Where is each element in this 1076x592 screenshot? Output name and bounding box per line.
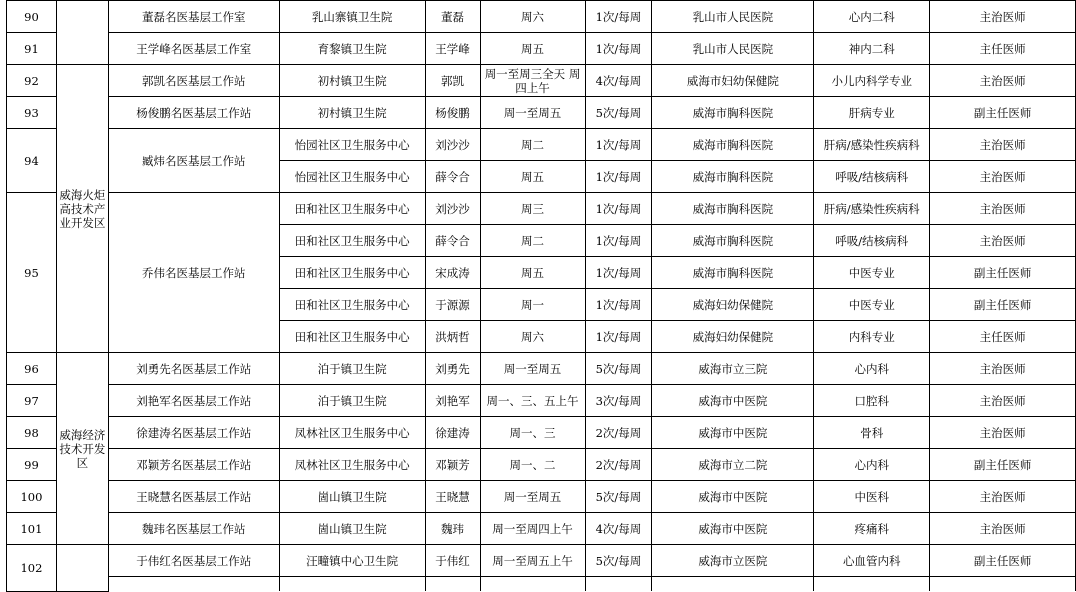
department: 中医科 <box>814 481 930 513</box>
doctor-name: 薛令合 <box>425 225 480 257</box>
visit-frequency: 5次/每周 <box>585 97 652 129</box>
home-hospital: 威海市妇幼保健院 <box>652 65 814 97</box>
visit-days: 周一、二 <box>480 449 585 481</box>
studio-name: 魏玮名医基层工作站 <box>108 513 279 545</box>
doctor-name: 杨俊鹏 <box>425 97 480 129</box>
doctor-name: 董磊 <box>425 1 480 33</box>
studio-name: 乔伟名医基层工作站 <box>108 193 279 353</box>
visit-frequency: 1次/每周 <box>585 1 652 33</box>
professional-title: 主治医师 <box>930 129 1076 161</box>
doctor-name: 王学峰 <box>425 33 480 65</box>
row-number: 100 <box>7 481 57 513</box>
service-unit: 乳山寨镇卫生院 <box>279 1 425 33</box>
studio-name: 董磊名医基层工作室 <box>108 1 279 33</box>
visit-days: 周一至周五上午 <box>480 545 585 577</box>
department: 呼吸/结核病科 <box>814 161 930 193</box>
service-unit: 怡园社区卫生服务中心 <box>279 161 425 193</box>
visit-frequency: 1次/每周 <box>585 321 652 353</box>
studio-name: 徐建涛名医基层工作站 <box>108 417 279 449</box>
service-unit: 崮山镇卫生院 <box>279 513 425 545</box>
visit-days: 周一至周三全天 周四上午 <box>480 65 585 97</box>
district-cell: 威海经济技术开发区 <box>56 353 108 545</box>
visit-frequency: 4次/每周 <box>585 513 652 545</box>
professional-title: 副主任医师 <box>930 289 1076 321</box>
district-cell <box>56 545 108 592</box>
professional-title: 主治医师 <box>930 225 1076 257</box>
studio-name: 刘艳军名医基层工作站 <box>108 385 279 417</box>
home-hospital: 威海市胸科医院 <box>652 161 814 193</box>
doctor-name: 王晓慧 <box>425 481 480 513</box>
visit-frequency: 1次/每周 <box>585 161 652 193</box>
department: 心血管内科 <box>814 545 930 577</box>
visit-days: 周五 <box>480 33 585 65</box>
studio-name: 臧炜名医基层工作站 <box>108 129 279 193</box>
home-hospital: 威海市胸科医院 <box>652 225 814 257</box>
home-hospital: 威海市中医院 <box>652 385 814 417</box>
doctor-name: 刘勇先 <box>425 353 480 385</box>
row-number: 102 <box>7 545 57 592</box>
visit-days: 周一至周五 <box>480 481 585 513</box>
doctor-name: 邓颖芳 <box>425 449 480 481</box>
studio-name: 王晓慧名医基层工作站 <box>108 481 279 513</box>
home-hospital: 威海市立三院 <box>652 353 814 385</box>
visit-frequency: 1次/每周 <box>585 193 652 225</box>
doctor-name: 刘沙沙 <box>425 129 480 161</box>
service-unit: 泊于镇卫生院 <box>279 353 425 385</box>
doctor-name: 于源源 <box>425 289 480 321</box>
service-unit: 凤林社区卫生服务中心 <box>279 417 425 449</box>
department: 心内科 <box>814 449 930 481</box>
service-unit: 泊于镇卫生院 <box>279 385 425 417</box>
home-hospital: 威海市胸科医院 <box>652 129 814 161</box>
service-unit: 田和社区卫生服务中心 <box>279 225 425 257</box>
professional-title: 副主任医师 <box>930 97 1076 129</box>
studio-name: 邓颖芳名医基层工作站 <box>108 449 279 481</box>
visit-days: 周一 <box>480 289 585 321</box>
service-unit: 田和社区卫生服务中心 <box>279 321 425 353</box>
row-number: 90 <box>7 1 57 33</box>
professional-title: 主治医师 <box>930 417 1076 449</box>
department: 疼痛科 <box>814 513 930 545</box>
table-row <box>7 1 1076 33</box>
studio-name: 王学峰名医基层工作室 <box>108 33 279 65</box>
table-row <box>7 97 1076 129</box>
home-hospital: 威海市立医院 <box>652 545 814 577</box>
home-hospital: 威海妇幼保健院 <box>652 321 814 353</box>
row-number: 91 <box>7 33 57 65</box>
department: 口腔科 <box>814 385 930 417</box>
home-hospital: 威海市胸科医院 <box>652 193 814 225</box>
visit-days: 周五 <box>480 161 585 193</box>
row-number: 97 <box>7 385 57 417</box>
visit-frequency: 1次/每周 <box>585 225 652 257</box>
department: 骨科 <box>814 417 930 449</box>
service-unit: 田和社区卫生服务中心 <box>279 257 425 289</box>
department: 肝病专业 <box>814 97 930 129</box>
table-row <box>7 193 1076 225</box>
table-row <box>7 353 1076 385</box>
visit-days: 周一至周五 <box>480 97 585 129</box>
row-number: 96 <box>7 353 57 385</box>
visit-days: 周三 <box>480 193 585 225</box>
home-hospital: 威海市立二院 <box>652 449 814 481</box>
table-row <box>7 385 1076 417</box>
professional-title: 主治医师 <box>930 161 1076 193</box>
visit-days: 周六 <box>480 321 585 353</box>
doctor-name: 刘沙沙 <box>425 193 480 225</box>
doctor-name: 于伟红 <box>425 545 480 577</box>
doctor-name: 刘艳军 <box>425 385 480 417</box>
table-row <box>7 481 1076 513</box>
department: 心内科 <box>814 353 930 385</box>
visit-days: 周六 <box>480 1 585 33</box>
department: 小儿内科学专业 <box>814 65 930 97</box>
visit-frequency: 2次/每周 <box>585 449 652 481</box>
professional-title: 副主任医师 <box>930 545 1076 577</box>
visit-frequency: 1次/每周 <box>585 257 652 289</box>
department: 神内二科 <box>814 33 930 65</box>
row-number: 98 <box>7 417 57 449</box>
visit-frequency: 1次/每周 <box>585 33 652 65</box>
department: 呼吸/结核病科 <box>814 225 930 257</box>
home-hospital: 乳山市人民医院 <box>652 1 814 33</box>
home-hospital: 威海市中医院 <box>652 481 814 513</box>
service-unit: 初村镇卫生院 <box>279 97 425 129</box>
professional-title: 主治医师 <box>930 385 1076 417</box>
studio-name: 郭凯名医基层工作站 <box>108 65 279 97</box>
row-number: 94 <box>7 129 57 193</box>
studio-name: 杨俊鹏名医基层工作站 <box>108 97 279 129</box>
professional-title: 主治医师 <box>930 481 1076 513</box>
visit-frequency: 5次/每周 <box>585 353 652 385</box>
professional-title: 主治医师 <box>930 353 1076 385</box>
service-unit: 育黎镇卫生院 <box>279 33 425 65</box>
row-number: 99 <box>7 449 57 481</box>
home-hospital: 威海妇幼保健院 <box>652 289 814 321</box>
professional-title: 主治医师 <box>930 513 1076 545</box>
service-unit: 汪疃镇中心卫生院 <box>279 545 425 577</box>
table-row <box>7 65 1076 97</box>
schedule-table <box>6 0 1076 592</box>
service-unit: 怡园社区卫生服务中心 <box>279 129 425 161</box>
department: 心内二科 <box>814 1 930 33</box>
doctor-name: 宋成涛 <box>425 257 480 289</box>
district-cell: 威海火炬高技术产业开发区 <box>56 65 108 353</box>
service-unit: 田和社区卫生服务中心 <box>279 289 425 321</box>
service-unit: 崮山镇卫生院 <box>279 481 425 513</box>
visit-frequency: 4次/每周 <box>585 65 652 97</box>
home-hospital: 威海市中医院 <box>652 417 814 449</box>
row-number: 93 <box>7 97 57 129</box>
doctor-name: 魏玮 <box>425 513 480 545</box>
visit-frequency: 5次/每周 <box>585 481 652 513</box>
professional-title: 主任医师 <box>930 33 1076 65</box>
visit-days: 周一至周四上午 <box>480 513 585 545</box>
table-row <box>7 129 1076 161</box>
table-row <box>7 417 1076 449</box>
row-number: 92 <box>7 65 57 97</box>
visit-days: 周一至周五 <box>480 353 585 385</box>
studio-name: 于伟红名医基层工作站 <box>108 545 279 577</box>
visit-days: 周一、三、五上午 <box>480 385 585 417</box>
table-row <box>7 33 1076 65</box>
home-hospital: 威海市胸科医院 <box>652 257 814 289</box>
professional-title: 主治医师 <box>930 65 1076 97</box>
doctor-name: 郭凯 <box>425 65 480 97</box>
visit-days: 周二 <box>480 225 585 257</box>
professional-title: 主治医师 <box>930 193 1076 225</box>
table-row <box>7 513 1076 545</box>
visit-frequency: 1次/每周 <box>585 129 652 161</box>
visit-days: 周二 <box>480 129 585 161</box>
department: 肝病/感染性疾病科 <box>814 129 930 161</box>
doctor-name: 洪炳哲 <box>425 321 480 353</box>
home-hospital: 威海市中医院 <box>652 513 814 545</box>
row-number: 95 <box>7 193 57 353</box>
department: 内科专业 <box>814 321 930 353</box>
service-unit: 田和社区卫生服务中心 <box>279 193 425 225</box>
service-unit: 凤林社区卫生服务中心 <box>279 449 425 481</box>
table-row <box>7 449 1076 481</box>
visit-frequency: 2次/每周 <box>585 417 652 449</box>
service-unit: 初村镇卫生院 <box>279 65 425 97</box>
professional-title: 主治医师 <box>930 1 1076 33</box>
professional-title: 副主任医师 <box>930 257 1076 289</box>
row-number: 101 <box>7 513 57 545</box>
professional-title: 副主任医师 <box>930 449 1076 481</box>
table-row <box>7 545 1076 577</box>
department: 中医专业 <box>814 257 930 289</box>
professional-title: 主任医师 <box>930 321 1076 353</box>
department: 中医专业 <box>814 289 930 321</box>
home-hospital: 乳山市人民医院 <box>652 33 814 65</box>
doctor-name: 徐建涛 <box>425 417 480 449</box>
studio-name: 刘勇先名医基层工作站 <box>108 353 279 385</box>
visit-days: 周五 <box>480 257 585 289</box>
home-hospital: 威海市胸科医院 <box>652 97 814 129</box>
visit-frequency: 1次/每周 <box>585 289 652 321</box>
visit-frequency: 5次/每周 <box>585 545 652 577</box>
visit-frequency: 3次/每周 <box>585 385 652 417</box>
doctor-name: 薛令合 <box>425 161 480 193</box>
department: 肝病/感染性疾病科 <box>814 193 930 225</box>
district-cell <box>56 1 108 65</box>
visit-days: 周一、三 <box>480 417 585 449</box>
